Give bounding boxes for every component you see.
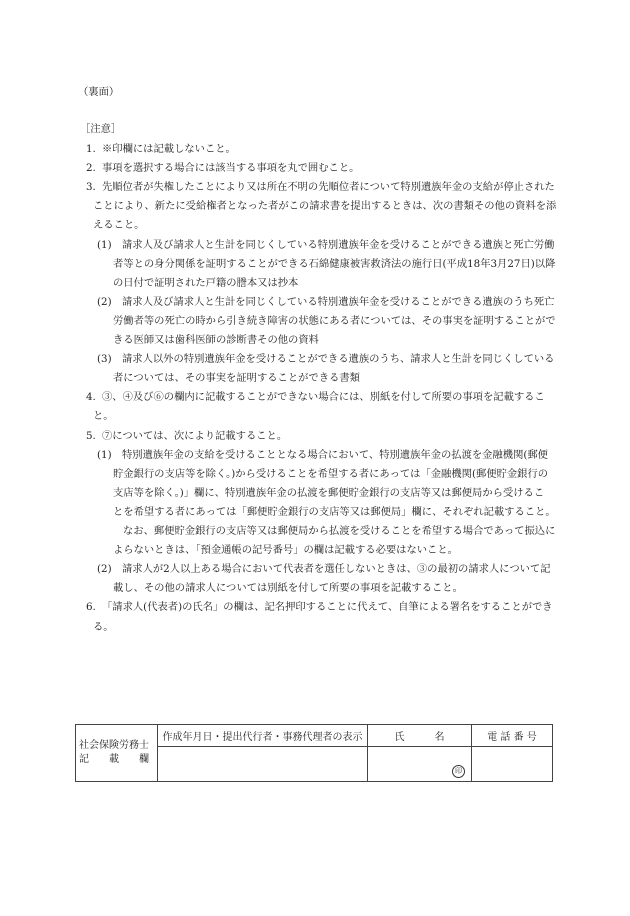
- subnote-line: 請求人以外の特別遺族年金を受けることができる遺族のうち、請求人と生計を同じくしている: [122, 353, 555, 366]
- subnote-line: 労働者等の死亡の時から引き続き障害の状態にある者については、その事実を証明することがで: [113, 314, 556, 327]
- subnote-line: の日付で証明された戸籍の謄本又は抄本: [113, 276, 299, 289]
- subnote-number: (1): [97, 238, 112, 251]
- subnote-line: 請求人及び請求人と生計を同じくしている特別遺族年金を受けることができる遺族と死亡労働: [122, 238, 555, 251]
- sharoushi-label-line2: 記 載 欄: [79, 754, 149, 765]
- note-number: 2.: [86, 162, 96, 175]
- note-line: 「請求人(代表者)の氏名」の欄は、記名押印することに代えて、自筆による署名をすることができ: [102, 601, 553, 614]
- note-line: ③、④及び⑥の欄内に記載することができない場合には、別紙を付して所要の事項を記載するこ: [102, 391, 545, 404]
- subnote-line: 者等との身分関係を証明することができる石綿健康被害救済法の施行日(平成18年3月27日)以降: [113, 257, 556, 270]
- page-side-label: （裏面）: [78, 86, 120, 98]
- subnote-line: 請求人が2人以上ある場合において代表者を選任しないときは、③の最初の請求人について記: [122, 563, 551, 576]
- header-date-representative: 作成年月日・提出代行者・事務代理者の表示: [158, 725, 368, 747]
- sharoushi-label-line1: 社会保険労務士: [79, 740, 149, 751]
- notes-title: ［注意］: [80, 123, 122, 135]
- note-line: 先順位者が失権したことにより又は所在不明の先順位者について特別遺族年金の支給が停止された: [102, 181, 555, 194]
- subnote-line: とを希望する者にあっては「郵便貯金銀行の支店等又は郵便局」欄に、それぞれ記載すること。: [113, 505, 556, 518]
- sharoushi-table: [75, 724, 553, 782]
- subnote-line: 請求人及び請求人と生計を同じくしている特別遺族年金を受けることができる遺族のうち死亡: [122, 295, 555, 308]
- note-number: 5.: [86, 429, 96, 442]
- note-line: ことにより、新たに受給権者となった者がこの請求書を提出するときは、次の書類その他の資料を添: [93, 200, 557, 213]
- sharoushi-label-cell: [76, 725, 158, 782]
- subnote-line: 特別遺族年金の支給を受けることとなる場合において、特別遺族年金の払渡を金融機関(郵便: [122, 448, 548, 461]
- subnote-number: (2): [97, 563, 112, 576]
- date-representative-field[interactable]: [158, 747, 368, 782]
- note-line: る。: [93, 620, 114, 633]
- note-number: 3.: [86, 181, 96, 194]
- subnote-number: (2): [97, 295, 112, 308]
- phone-field[interactable]: [472, 747, 553, 782]
- subnote-line: 者については、その事実を証明することができる書類: [113, 372, 360, 385]
- note-number: 6.: [86, 601, 96, 614]
- note-number: 1.: [86, 143, 96, 155]
- note-line: ⑦については、次により記載すること。: [102, 429, 288, 442]
- subnote-line: 載し、その他の請求人については別紙を付して所要の事項を記載すること。: [113, 582, 463, 595]
- note-line: えること。: [93, 219, 145, 232]
- subnote-line: なお、郵便貯金銀行の支店等又は郵便局から払渡を受けることを希望する場合であって振込に: [123, 525, 556, 537]
- name-field[interactable]: [368, 747, 472, 782]
- subnote-line: よらないときは、「預金通帳の記号番号」の欄は記載する必要はないこと。: [113, 544, 458, 557]
- header-name: 氏 名: [368, 725, 472, 747]
- subnote-number: (3): [97, 353, 112, 366]
- note-line: と。: [93, 410, 114, 423]
- note-number: 4.: [86, 391, 96, 404]
- header-phone: 電 話 番 号: [472, 725, 553, 747]
- subnote-line: 支店等を除く。)」欄に、特別遺族年金の払渡を郵便貯金銀行の支店等又は郵便局から受けるこ: [113, 486, 545, 499]
- note-line: ※印欄には記載しないこと。: [102, 143, 236, 155]
- subnote-number: (1): [97, 448, 112, 461]
- subnote-line: 貯金銀行の支店等を除く。)から受けることを希望する者にあっては「金融機関(郵便貯金銀行の: [113, 467, 549, 480]
- note-line: 事項を選択する場合には該当する事項を丸で囲むこと。: [102, 162, 360, 175]
- seal-icon: 印: [452, 765, 465, 778]
- subnote-line: きる医師又は歯科医師の診断書その他の資料: [113, 334, 319, 346]
